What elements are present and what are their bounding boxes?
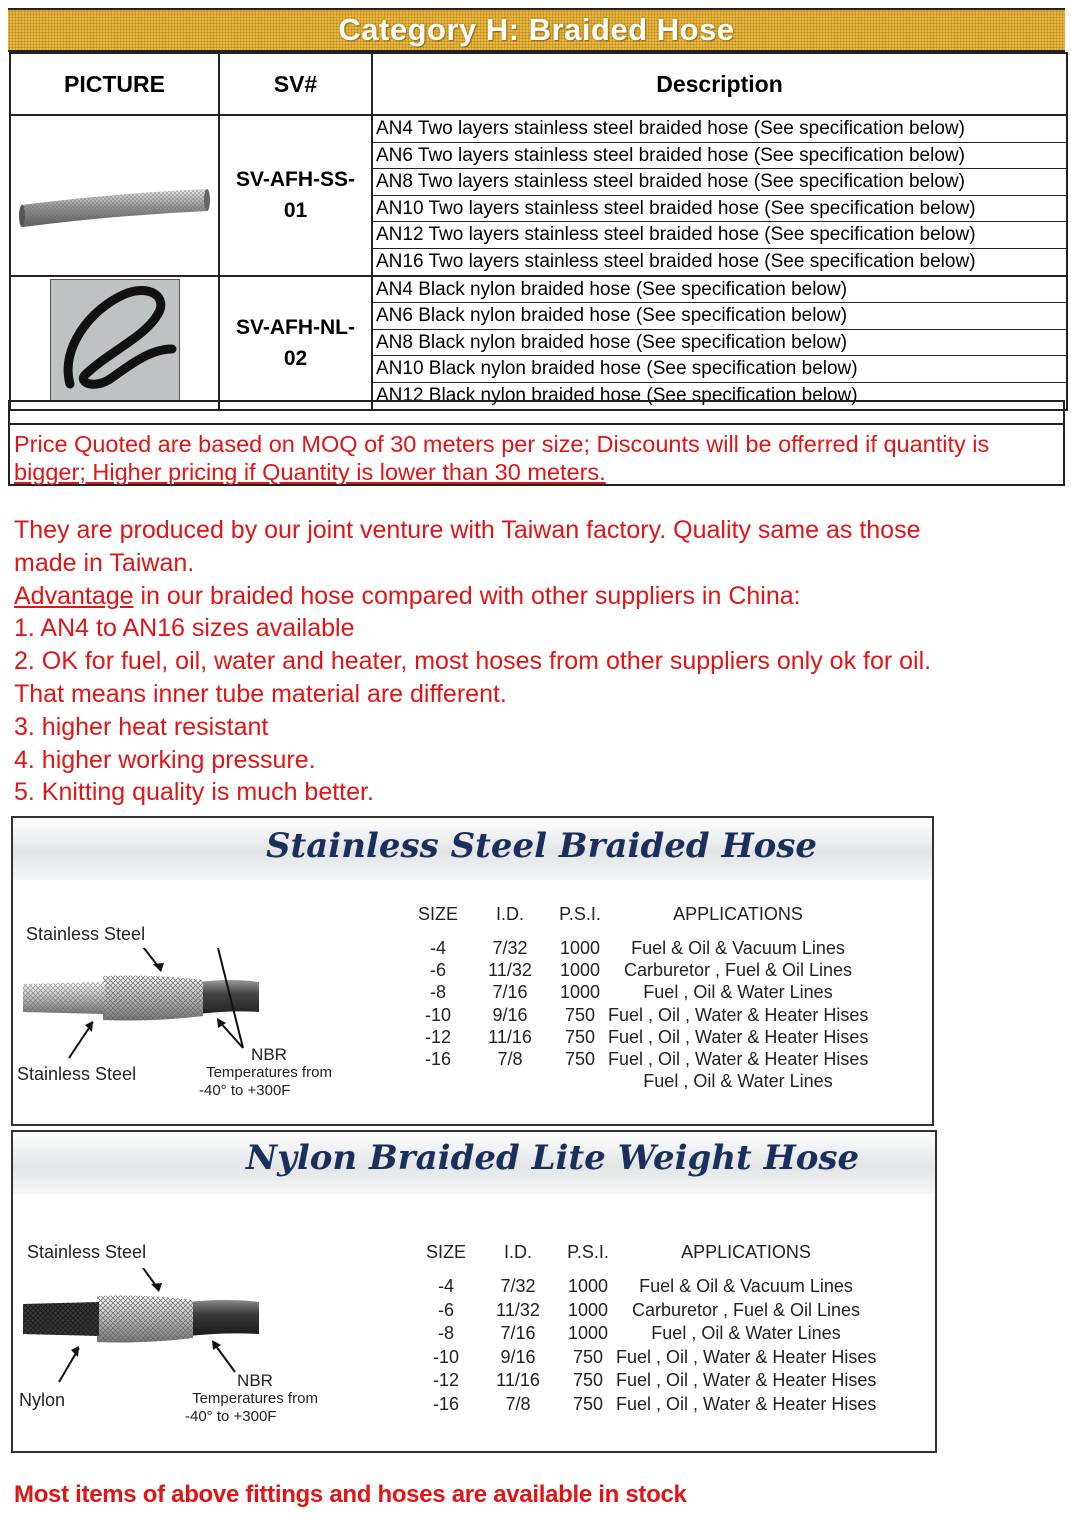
nbr-text: NBR <box>237 1371 273 1390</box>
spec-row <box>401 1394 901 1418</box>
spec-row <box>401 1323 901 1347</box>
intro-line: They are produced by our joint venture with Taiwan factory. Quality same as those <box>14 516 921 544</box>
table-row <box>10 276 1067 410</box>
intro-line: made in Taiwan. <box>14 548 195 577</box>
col-id: I.D. <box>495 904 524 924</box>
description-line: AN8 Two layers stainless steel braided hose (See specification below) <box>373 169 1066 196</box>
spec-size: -16 <box>432 1394 459 1414</box>
spec-psi: 1000 <box>559 938 601 958</box>
spec-id: 9/16 <box>492 1004 528 1025</box>
spec-application: Carburetor , Fuel & Oil Lines <box>631 1299 861 1320</box>
spec-size: -6 <box>437 1299 454 1320</box>
spec-application: Fuel , Oil , Water & Heater Hises <box>608 1004 869 1025</box>
spec-application: Fuel , Oil , Water & Heater Hises <box>608 1049 869 1069</box>
spec-id: 11/32 <box>488 960 532 981</box>
col-size: SIZE <box>417 904 458 924</box>
label-stainless-top: Stainless Steel <box>27 1242 147 1262</box>
col-applications: APPLICATIONS <box>681 1242 811 1262</box>
header-picture: PICTURE <box>10 53 219 115</box>
row-divider <box>1063 400 1065 486</box>
advantage-word: Advantage <box>14 581 134 610</box>
picture-cell <box>10 115 219 276</box>
nbr-text: NBR <box>251 1045 287 1064</box>
spec-psi: 750 <box>572 1370 604 1391</box>
sv-cell <box>219 115 372 276</box>
description-cell <box>372 115 1067 276</box>
advantage-point: 2. OK for fuel, oil, water and heater, most hoses from other suppliers only ok for oil. <box>14 647 932 676</box>
spec-psi: 750 <box>564 1049 596 1069</box>
col-applications: APPLICATIONS <box>673 904 803 924</box>
description-line: AN16 Two layers stainless steel braided hose (See specification below) <box>376 250 976 272</box>
spec-row <box>393 1049 893 1071</box>
label-nylon-bottom: Nylon <box>19 1390 66 1410</box>
spec-id: 7/8 <box>505 1394 531 1414</box>
advantage-heading <box>14 580 931 613</box>
spec-size: -10 <box>432 1346 459 1367</box>
price-note-line2: bigger; Higher pricing if Quantity is lower than 30 meters. <box>14 459 606 485</box>
table-row <box>10 115 1067 276</box>
description-line: AN10 Two layers stainless steel braided hose (See specification below) <box>373 196 1066 223</box>
price-note-line1: Price Quoted are based on MOQ of 30 meters per size; Discounts will be offerred if quantity is <box>14 431 990 457</box>
spec-id: 11/16 <box>488 1026 532 1047</box>
header-description: Description <box>372 53 1067 115</box>
stock-note: Most items of above fittings and hoses are available in stock <box>14 1481 687 1508</box>
spec-application: Fuel , Oil & Water Lines <box>651 1323 841 1344</box>
sv-number-line2: 01 <box>283 199 308 223</box>
spec-id: 7/32 <box>492 938 528 958</box>
spec-size: -4 <box>437 1276 454 1296</box>
spec-row <box>401 1276 901 1300</box>
description-line: AN8 Black nylon braided hose (See specification below) <box>373 330 1066 357</box>
description-line: AN6 Black nylon braided hose (See specification below) <box>373 303 1066 330</box>
advantage-rest: in our braided hose compared with other suppliers in China: <box>133 581 801 610</box>
stainless-hose-diagram <box>13 948 273 1064</box>
spec-size: -6 <box>429 960 446 981</box>
sv-number-line1: SV-AFH-NL- <box>236 315 355 339</box>
spec-row <box>393 960 893 982</box>
stainless-spec-table <box>393 904 893 1114</box>
advantage-point: That means inner tube material are different. <box>14 679 507 708</box>
spec-psi: 1000 <box>567 1299 609 1320</box>
spec-id: 9/16 <box>500 1346 536 1367</box>
spec-psi: 750 <box>564 1026 596 1047</box>
spec-psi: 750 <box>572 1346 604 1367</box>
spec-application: Fuel & Oil & Vacuum Lines <box>631 938 845 958</box>
nylon-spec-panel <box>11 1130 937 1453</box>
spec-psi: 750 <box>572 1394 604 1414</box>
spec-size: -8 <box>429 982 446 1003</box>
description-line: AN4 Black nylon braided hose (See specification below) <box>373 277 1066 304</box>
stainless-spec-panel <box>11 816 934 1126</box>
stainless-hose-image <box>17 143 212 243</box>
row-divider <box>8 423 1065 425</box>
spec-application: Fuel , Oil , Water & Heater Hises <box>616 1346 877 1367</box>
description-line: AN12 Black nylon braided hose (See specification below) <box>376 384 858 406</box>
spec-application: Fuel , Oil & Water Lines <box>643 1071 833 1092</box>
spec-application: Fuel , Oil , Water & Heater Hises <box>608 1026 869 1047</box>
nylon-hose-image <box>50 279 180 401</box>
temperature-text: Temperatures from <box>192 1390 318 1407</box>
description-line: AN4 Two layers stainless steel braided hose (See specification below) <box>373 116 1066 143</box>
sv-cell <box>219 276 372 410</box>
advantage-point: 4. higher working pressure. <box>14 745 316 774</box>
picture-cell <box>10 276 219 410</box>
category-title-band <box>8 8 1065 52</box>
spec-id: 7/16 <box>492 982 528 1003</box>
table-header-row <box>10 53 1067 115</box>
nylon-spec-table <box>401 1242 901 1452</box>
spec-psi: 1000 <box>559 960 601 981</box>
spec-application: Fuel , Oil , Water & Heater Hises <box>616 1394 877 1414</box>
temperature-range: -40° to +300F <box>199 1082 291 1099</box>
description-line: AN10 Black nylon braided hose (See specification below) <box>373 356 1066 383</box>
nylon-hose-diagram <box>13 1268 273 1388</box>
spec-application: Carburetor , Fuel & Oil Lines <box>623 960 853 981</box>
product-table <box>9 52 1068 411</box>
spec-size: -4 <box>429 938 446 958</box>
advantages-section <box>14 514 931 809</box>
spec-id: 7/16 <box>500 1323 536 1344</box>
spec-row <box>393 982 893 1004</box>
spec-id: 7/8 <box>497 1049 523 1069</box>
label-stainless-top: Stainless Steel <box>26 924 146 944</box>
spec-application: Fuel , Oil , Water & Heater Hises <box>616 1370 877 1391</box>
header-sv: SV# <box>219 53 372 115</box>
spec-application: Fuel & Oil & Vacuum Lines <box>639 1276 853 1296</box>
row-divider <box>8 400 1065 402</box>
spec-psi: 1000 <box>559 982 601 1003</box>
col-psi: P.S.I. <box>559 904 601 924</box>
spec-size: -16 <box>424 1049 451 1069</box>
col-id: I.D. <box>503 1242 532 1262</box>
category-title: Category H: Braided Hose <box>338 12 735 47</box>
spec-row <box>393 938 893 960</box>
spec-row <box>393 1005 893 1027</box>
spec-id: 11/32 <box>496 1299 540 1320</box>
row-divider <box>8 400 10 486</box>
col-psi: P.S.I. <box>567 1242 609 1262</box>
description-line: AN6 Two layers stainless steel braided hose (See specification below) <box>373 143 1066 170</box>
description-cell <box>372 276 1067 410</box>
spec-psi: 750 <box>564 1004 596 1025</box>
panel-title: Nylon Braided Lite Weight Hose <box>246 1138 860 1178</box>
spec-size: -8 <box>437 1323 454 1344</box>
label-stainless-bottom: Stainless Steel <box>17 1064 137 1084</box>
spec-id: 11/16 <box>496 1370 540 1391</box>
spec-row <box>393 1071 893 1093</box>
sv-number-line1: SV-AFH-SS- <box>235 168 355 192</box>
spec-row <box>393 1027 893 1049</box>
panel-title: Stainless Steel Braided Hose <box>266 826 818 866</box>
advantage-point: 5. Knitting quality is much better. <box>14 778 374 807</box>
spec-size: -12 <box>424 1026 451 1047</box>
advantage-point: 1. AN4 to AN16 sizes available <box>14 614 355 643</box>
temperature-range: -40° to +300F <box>185 1408 277 1425</box>
spec-size: -12 <box>432 1370 459 1391</box>
description-line: AN12 Two layers stainless steel braided hose (See specification below) <box>373 222 1066 249</box>
advantage-point: 3. higher heat resistant <box>14 712 269 741</box>
spec-psi: 1000 <box>567 1323 609 1344</box>
spec-row <box>401 1300 901 1324</box>
spec-application: Fuel , Oil & Water Lines <box>643 982 833 1003</box>
spec-id: 7/32 <box>500 1276 536 1296</box>
spec-row <box>401 1347 901 1371</box>
spec-row <box>401 1370 901 1394</box>
col-size: SIZE <box>425 1242 466 1262</box>
sv-number-line2: 02 <box>283 346 308 370</box>
temperature-text: Temperatures from <box>206 1064 332 1081</box>
spec-size: -10 <box>424 1004 451 1025</box>
spec-psi: 1000 <box>567 1276 609 1296</box>
price-note <box>14 428 989 487</box>
